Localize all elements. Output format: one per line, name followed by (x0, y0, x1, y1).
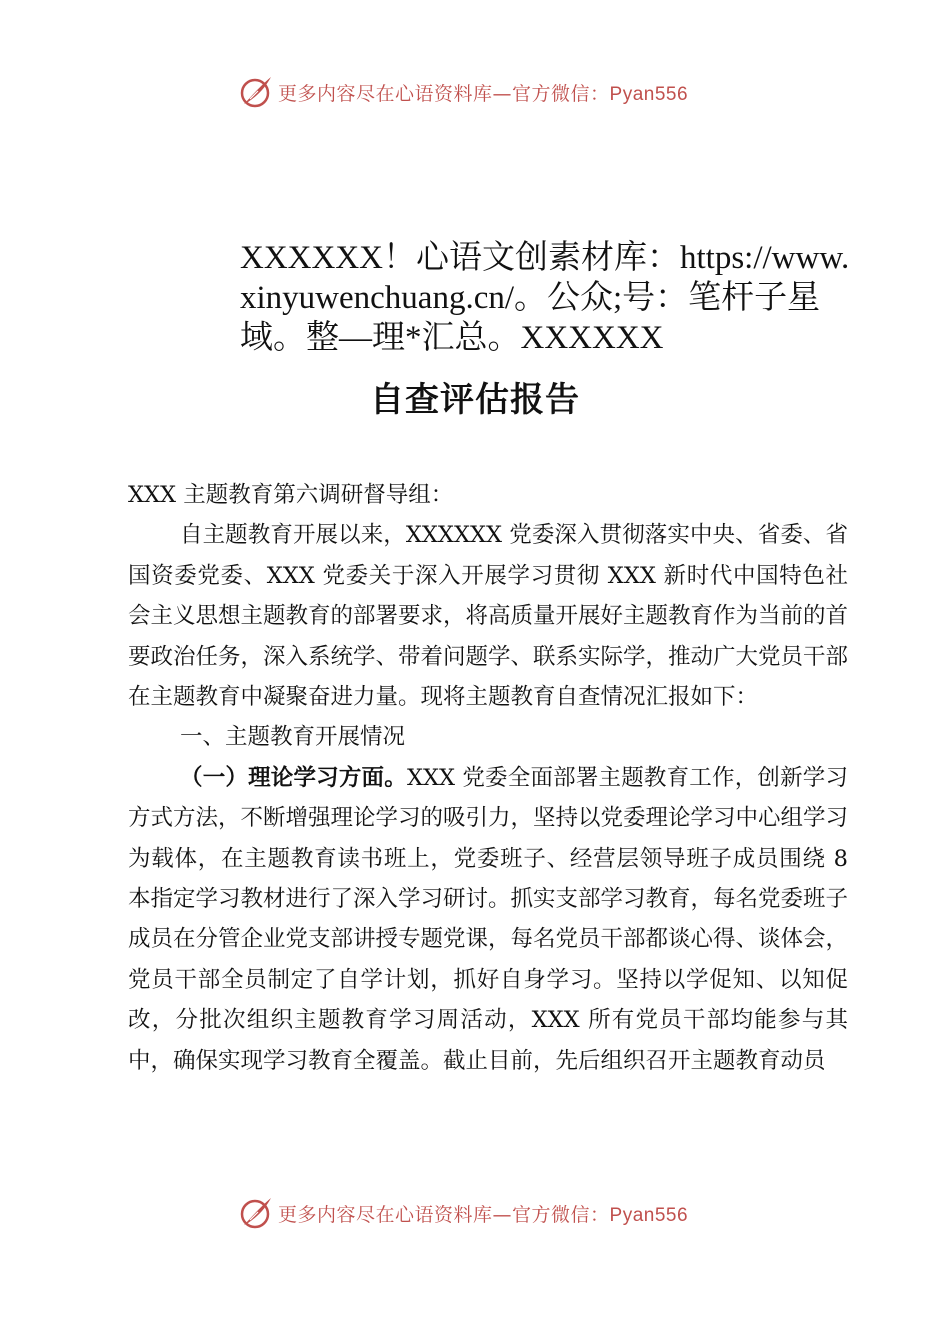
document-body (128, 475, 848, 1081)
paragraph-intro: 自主题教育开展以来，XXXXXX 党委深入贯彻落实中央、省委、省国资委党委、XXX 党委关于深入开展学习贯彻 XXX 新时代中国特色社会主义思想主题教育的部署要求，将高质量开展好主题教育作为当前的首要政治任务，深入系统学、带着问题学、联系实际学，推动广大党员干部在主题教育中凝聚奋进力量。现将主题教育自查情况汇报如下： (128, 522, 849, 711)
banner-text: 更多内容尽在心语资料库—官方微信：Pyan556 (278, 82, 689, 105)
banner-text: 更多内容尽在心语资料库—官方微信：Pyan556 (278, 1203, 689, 1226)
wechat-id: Pyan556 (609, 83, 689, 105)
document-title: 自查评估报告 (370, 380, 580, 420)
section-heading: 一、主题教育开展情况 (180, 724, 406, 751)
watermark-text: XXXXXX！心语文创素材库：https://www.xinyuwenchuang.cn/。公众;号：笔杆子星域。整—理*汇总。XXXXXX (240, 240, 850, 356)
footer-banner (238, 1193, 758, 1233)
subsection-lead: （一）理论学习方面。 (180, 764, 407, 791)
salutation: XXX 主题教育第六调研督导组： (128, 482, 454, 508)
wechat-id: Pyan556 (609, 1204, 689, 1226)
quill-logo-icon (238, 74, 274, 110)
header-banner (238, 72, 758, 112)
quill-logo-icon (238, 1195, 274, 1231)
subsection-text: XXX 党委全面部署主题教育工作，创新学习方式方法，不断增强理论学习的吸引力，坚持以党委理论学习中心组学习为载体，在主题教育读书班上，党委班子、经营层领导班子成员围绕 8 本指定学习教材进行了深入学习研讨。抓实支部学习教育，每名党委班子成员在分管企业党支部讲授专题党课，每名党员干部都谈心得、谈体会，党员干部全员制定了自学计划，抓好自身学习。坚持以学促知、以知促改，分批次组织主题教育学习周活动，XXX 所有党员干部均能参与其中，确保实现学习教育全覆盖。截止目前，先后组织召开主题教育动员 (128, 764, 849, 1074)
subsection-paragraph (128, 758, 848, 1081)
